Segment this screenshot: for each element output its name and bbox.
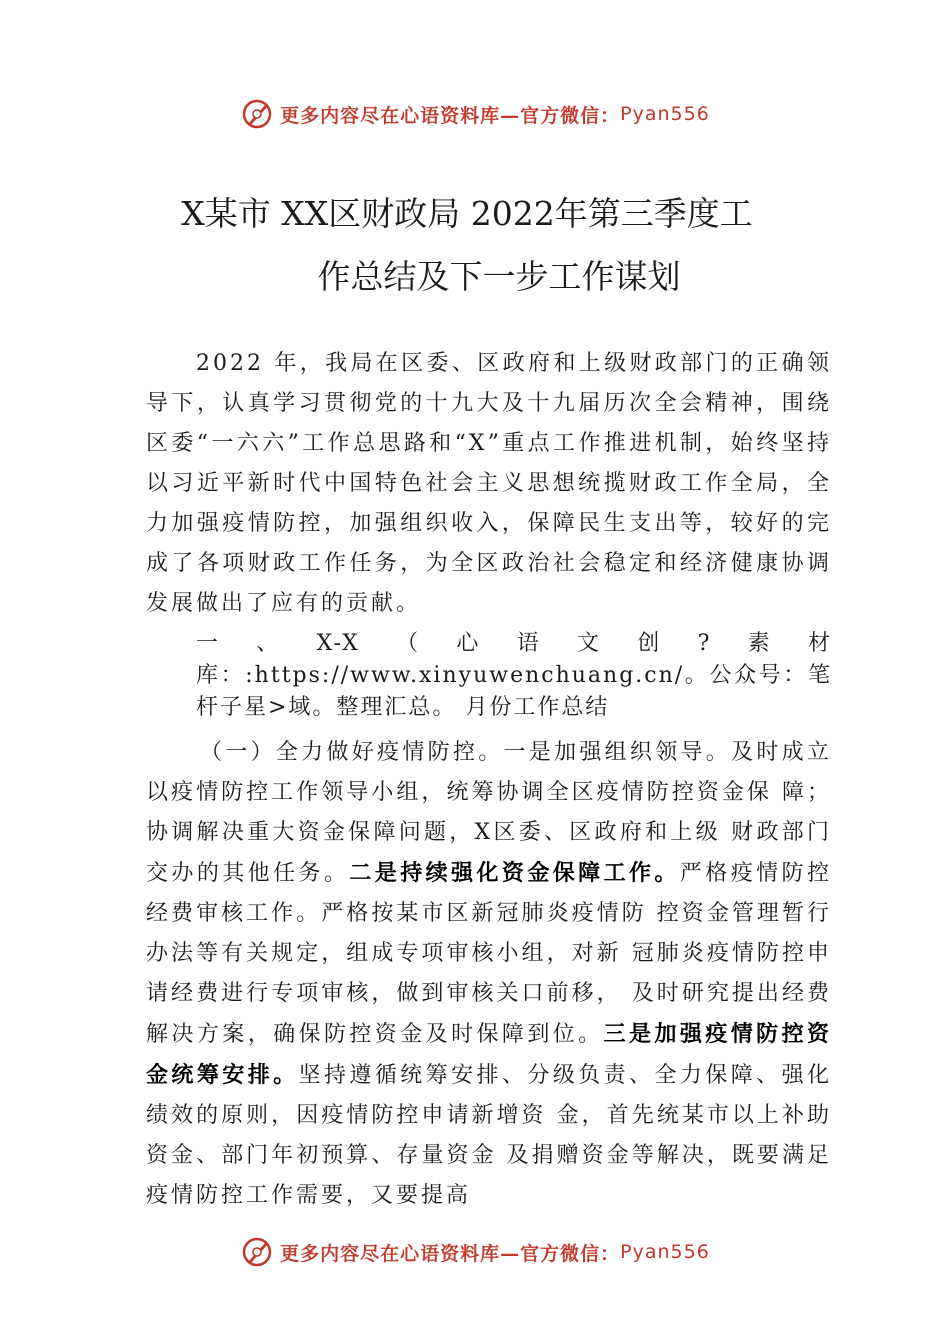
document-title-line2: 作总结及下一步工作谋划 (317, 257, 681, 296)
point-1-heading: 一是加强组织领导。 (503, 740, 732, 765)
watermark-id: Pyan556 (620, 103, 710, 125)
watermark-text: 更多内容尽在心语资料库—官方微信： (280, 1242, 621, 1265)
watermark-banner-top (0, 94, 950, 134)
watermark-id: Pyan556 (620, 1241, 710, 1263)
pen-seal-icon (240, 1235, 274, 1269)
pen-seal-icon (240, 97, 274, 131)
point-2-text: 严格疫情防控经费审核工作。严格按某市区新冠肺炎疫情防 控资金管理暂行办法等有关规定，组成专项审核小组，对新 冠肺炎疫情防控申请经费进行专项审核，做到审核关口前移， 及时研究提出经费解决方案，确保防控资金及时保障到位。 (146, 861, 832, 1047)
watermark-banner-bottom (0, 1232, 950, 1272)
section-heading-1: 一、X-X（心语文创?素材库：:https://www.xinyuwenchuang.cn/。公众号：笔杆子星>域。整理汇总。 月份工作总结 (196, 631, 832, 720)
watermark-text: 更多内容尽在心语资料库—官方微信： (280, 104, 621, 127)
intro-paragraph: 2022 年，我局在区委、区政府和上级财政部门的正确领导下，认真学习贯彻党的十九大及十九届历次全会精神，围绕区委“一六六”工作总思路和“X”重点工作推进机制，始终坚持以习近平新时代中国特色社会主义思想统揽财政工作全局，全力加强疫情防控，加强组织收入，保障民生支出等，较好的完成了各项财政工作任务，为全区政治社会稳定和经济健康协调发展做出了应有的贡献。 (146, 351, 832, 616)
document-title-line1: X某市 XX区财政局 2022年第三季度工 (181, 194, 753, 233)
point-3-heading: 三是加强疫情防控资金统筹安排。 (146, 1021, 832, 1088)
point-3-text: 坚持遵循统筹安排、分级负责、全力保障、强化绩效的原则，因疫情防控申请新增资 金，首先统某市以上补助资金、部门年初预算、存量资金 及捐赠资金等解决，既要满足疫情防控工作需要，又要提高 (146, 1063, 832, 1208)
point-2-heading: 二是持续强化资金保障工作。 (349, 860, 680, 886)
body-paragraph (146, 733, 832, 1216)
subsection-heading: （一）全力做好疫情防控。 (200, 740, 504, 765)
point-1-text: 及时成立以疫情防控工作领导小组，统筹协调全区疫情防控资金保 障；协调解决重大资金保障问题，X区委、区政府和上级 财政部门交办的其他任务。 (146, 740, 832, 886)
